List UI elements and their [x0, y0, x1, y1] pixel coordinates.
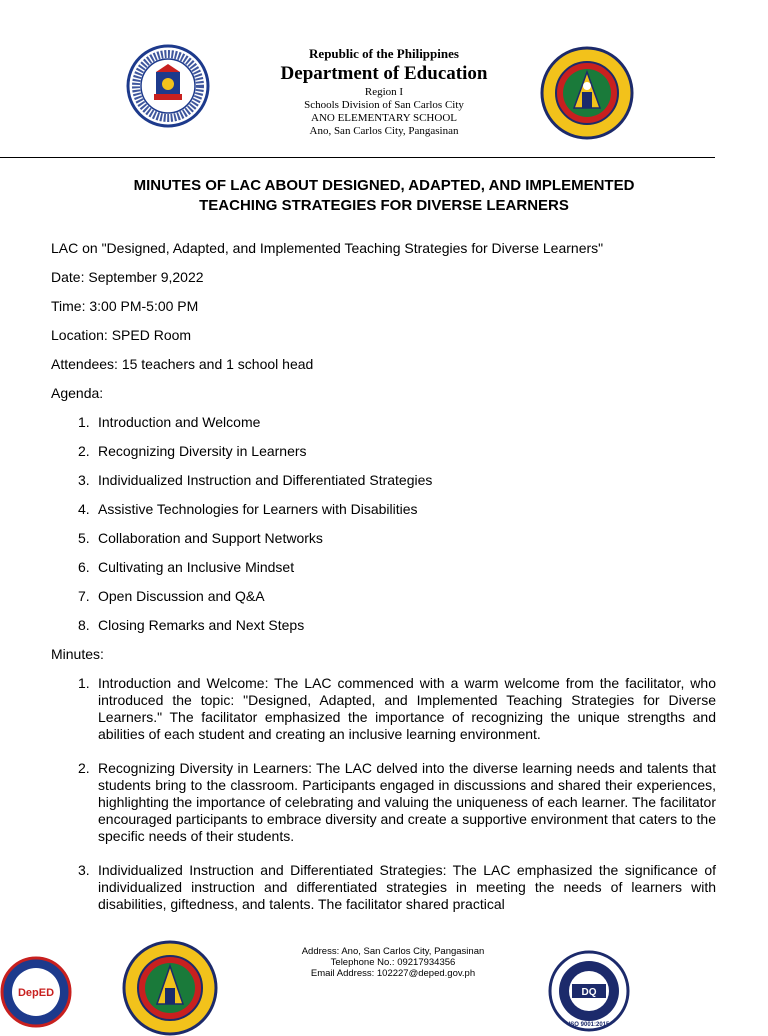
letterhead [0, 0, 768, 160]
minutes-item: 2. Recognizing Diversity in Learners: The LAC delved into the diverse learning needs and talents that students bring to the classroom. Participants engaged in discussions and shared their experiences, highlighting the importance of celebrating and valuing the uniqueness of each learner. The facilitator encouraged participants to embrace diversity and create a supportive environment that caters to the specific needs of their students. [78, 760, 716, 844]
agenda-item: 3. Individualized Instruction and Differentiated Strategies [78, 472, 433, 488]
meeting-location: Location: SPED Room [51, 327, 192, 343]
deped-seal-icon [126, 44, 210, 128]
title-line-2: TEACHING STRATEGIES FOR DIVERSE LEARNERS [199, 197, 569, 214]
deped-school-logo-icon [0, 956, 72, 1028]
minutes-label: Minutes: [51, 646, 104, 662]
meeting-attendees: Attendees: 15 teachers and 1 school head [51, 356, 314, 372]
lac-topic: LAC on "Designed, Adapted, and Implemented Teaching Strategies for Diverse Learners" [51, 240, 604, 256]
minutes-item: 1. Introduction and Welcome: The LAC commenced with a warm welcome from the facilitator, who introduced the topic: "Designed, Adapted, and Implemented Teaching Strategies for Diverse Learners." The facilitator emphasized the importance of recognizing the unique strengths and abilities of each student and creating an inclusive learning environment. [78, 675, 716, 742]
document-body [51, 240, 716, 930]
header-divider [0, 157, 715, 158]
iso-label: ISO 9001:2015 [568, 1022, 610, 1028]
minutes-list [51, 675, 716, 913]
agenda-list [51, 414, 716, 634]
title-line-1: MINUTES OF LAC ABOUT DESIGNED, ADAPTED, AND IMPLEMENTED [133, 177, 635, 194]
agenda-item: 8. Closing Remarks and Next Steps [78, 617, 305, 633]
agenda-item: 5. Collaboration and Support Networks [78, 530, 323, 546]
document-title [40, 176, 728, 216]
department-heading: Department of Education [280, 63, 488, 84]
agenda-item: 6. Cultivating an Inclusive Mindset [78, 559, 295, 575]
agenda-label: Agenda: [51, 385, 104, 401]
agenda-item: 2. Recognizing Diversity in Learners [78, 443, 307, 459]
letterhead-footer [0, 930, 768, 1028]
region-line: Region I [364, 86, 404, 98]
deped-logo-text: DepED [17, 987, 55, 999]
republic-heading: Republic of the Philippines [309, 46, 459, 61]
school-line: ANO ELEMENTARY SCHOOL [311, 112, 457, 124]
meeting-time: Time: 3:00 PM-5:00 PM [51, 298, 199, 314]
footer-address: Address: Ano, San Carlos City, Pangasinan [301, 946, 485, 957]
agenda-item: 4. Assistive Technologies for Learners with Disabilities [78, 501, 418, 517]
meeting-date: Date: September 9,2022 [51, 269, 204, 285]
svg-text:DQ: DQ [581, 987, 597, 998]
iso-certification-icon [548, 950, 630, 1032]
letterhead-text [234, 46, 534, 138]
agenda-item: 1. Introduction and Welcome [78, 414, 261, 430]
minutes-item: 3. Individualized Instruction and Differentiated Strategies: The LAC emphasized the significance of individualized instruction and differentiated strategies in meeting the needs of learners with disabilities, giftedness, and talents. The facilitator shared practical [78, 862, 716, 912]
footer-telephone: Telephone No.: 09217934356 [330, 957, 456, 968]
division-line: Schools Division of San Carlos City [304, 99, 464, 111]
address-line: Ano, San Carlos City, Pangasinan [309, 125, 459, 137]
footer-email: Email Address: 102227@deped.gov.ph [310, 968, 476, 979]
school-seal-footer-icon [122, 940, 218, 1036]
footer-contact [248, 946, 538, 979]
agenda-item: 7. Open Discussion and Q&A [78, 588, 265, 604]
school-seal-icon [540, 46, 634, 140]
